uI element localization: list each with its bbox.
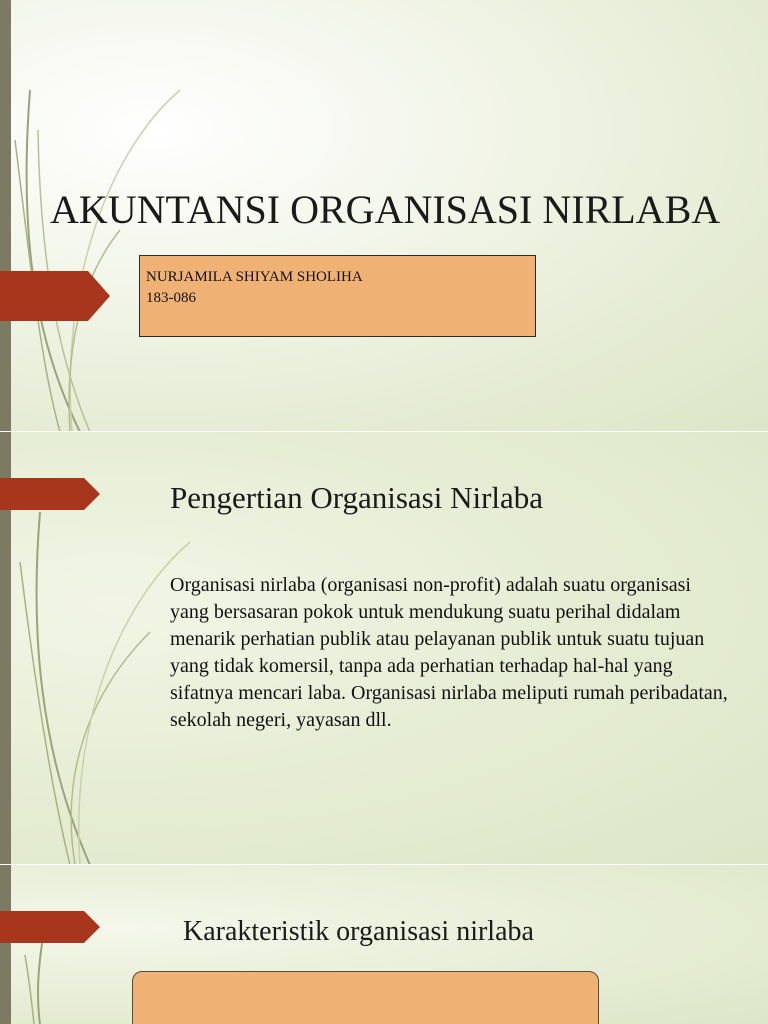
presentation-title: AKUNTANSI ORGANISASI NIRLABA — [50, 187, 721, 232]
author-box — [139, 255, 536, 337]
author-name: NURJAMILA SHIYAM SHOLIHA — [146, 269, 363, 285]
author-id: 183-086 — [146, 290, 196, 306]
definition-paragraph: Organisasi nirlaba (organisasi non-profit) adalah suatu organisasi yang bersasaran pokok untuk mendukung suatu perihal didalam menarik perhatian publik atau pelayanan publik untuk suatu tujuan yang tidak komersil, tanpa ada perhatian terhadap hal-hal yang sifatnya mencari laba. Organisasi nirlaba meliputi rumah peribadatan, sekolah negeri, yayasan dll. — [170, 574, 728, 731]
characteristics-slide — [0, 865, 768, 1024]
title-slide — [0, 0, 768, 432]
slide-title: Karakteristik organisasi nirlaba — [183, 916, 534, 947]
arrow-icon — [0, 478, 100, 510]
arrow-icon — [0, 911, 100, 943]
arrow-icon — [0, 271, 110, 321]
definition-slide — [0, 432, 768, 865]
slide-title: Pengertian Organisasi Nirlaba — [170, 480, 544, 515]
characteristics-box — [132, 971, 599, 1024]
